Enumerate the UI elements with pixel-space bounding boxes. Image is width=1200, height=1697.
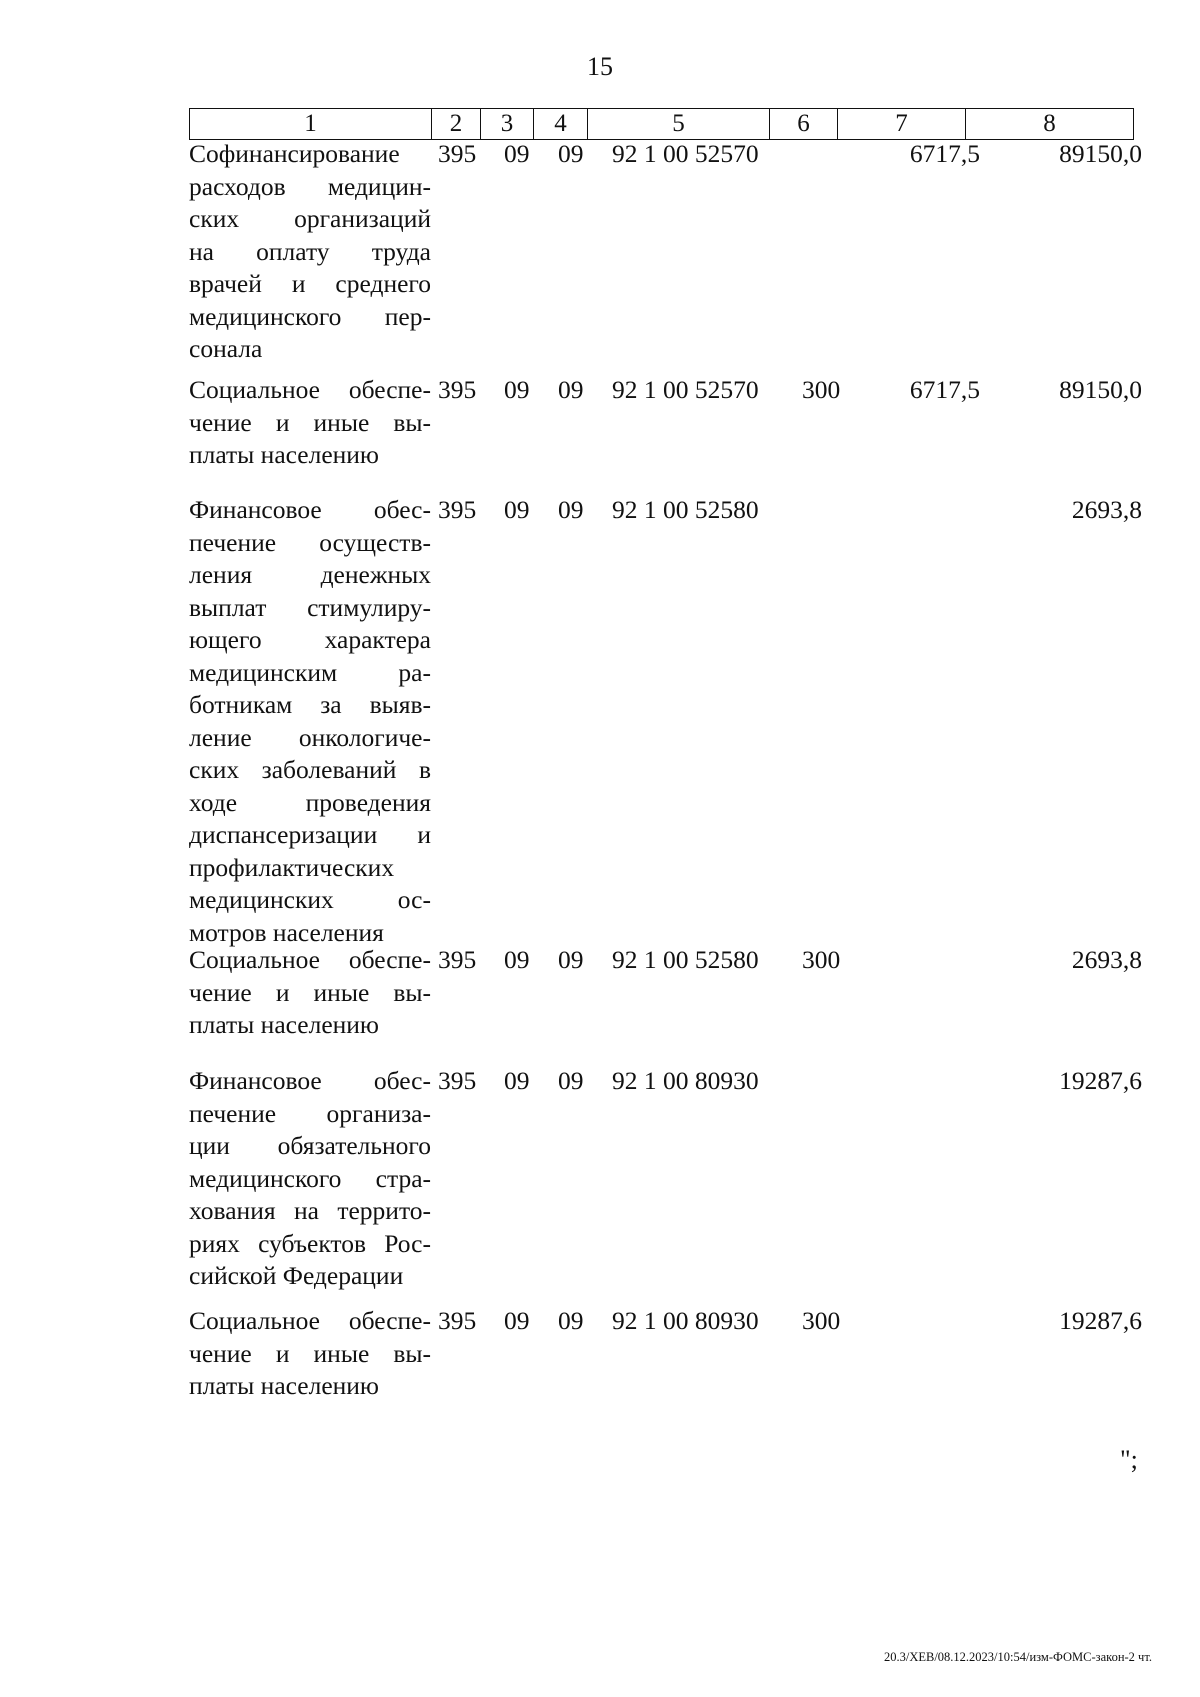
row-name-line: на оплату труда bbox=[189, 236, 431, 266]
row-name-line: Финансовое обес- bbox=[189, 1066, 431, 1095]
document-footer-reference: 20.3/ХЕВ/08.12.2023/10:54/изм-ФОМС-закон-2 чт. bbox=[883, 1650, 1152, 1664]
row-cell-col-4: 09 bbox=[558, 945, 584, 974]
row-cell-col-8: 89150,0 bbox=[1059, 375, 1142, 404]
row-cell-col-8: 19287,6 bbox=[1059, 1306, 1142, 1335]
row-name-line: сийской Федерации bbox=[189, 1261, 404, 1290]
row-name-cell bbox=[189, 494, 431, 949]
row-cell-col-2: 395 bbox=[438, 495, 477, 524]
row-name-cell bbox=[189, 138, 431, 366]
row-name-cell bbox=[189, 1065, 431, 1293]
row-name-line: Софинансирование bbox=[189, 139, 400, 168]
row-name-line: Финансовое обес- bbox=[189, 495, 431, 524]
row-cell-col-3: 09 bbox=[504, 139, 530, 168]
row-name-line: ции обязательного bbox=[189, 1131, 431, 1160]
row-cell-col-2: 395 bbox=[438, 1066, 477, 1095]
row-cell-col-4: 09 bbox=[558, 375, 584, 404]
row-cell-col-4: 09 bbox=[558, 1066, 584, 1095]
row-name-line: медицинского стра- bbox=[189, 1163, 431, 1193]
row-name-cell bbox=[189, 374, 431, 472]
row-name-cell bbox=[189, 944, 431, 1042]
row-cell-col-3: 09 bbox=[504, 1066, 530, 1095]
row-cell-col-6: 300 bbox=[802, 375, 841, 404]
row-cell-col-4: 09 bbox=[558, 139, 584, 168]
row-cell-col-6: 300 bbox=[802, 945, 841, 974]
column-header-1: 1 bbox=[190, 109, 432, 140]
row-name-line: чение и иные вы- bbox=[189, 977, 431, 1007]
row-cell-col-3: 09 bbox=[504, 1306, 530, 1335]
row-name-line: печение организа- bbox=[189, 1098, 431, 1128]
row-name-line: чение и иные вы- bbox=[189, 407, 431, 437]
row-name-line: диспансеризации и bbox=[189, 820, 431, 849]
column-header-2: 2 bbox=[432, 109, 481, 140]
row-name-line: ботникам за выяв- bbox=[189, 690, 431, 719]
row-name-line: ющего характера bbox=[189, 625, 431, 654]
row-cell-col-8: 2693,8 bbox=[1071, 945, 1142, 974]
row-cell-col-5: 92 1 00 80930 bbox=[612, 1306, 759, 1335]
row-name-line: сонала bbox=[189, 334, 263, 363]
row-name-line: Социальное обеспе- bbox=[189, 1306, 431, 1335]
row-name-line: ских заболеваний в bbox=[189, 755, 431, 784]
row-cell-col-3: 09 bbox=[504, 375, 530, 404]
row-name-line: врачей и среднего bbox=[189, 269, 431, 298]
row-name-line: медицинских ос- bbox=[189, 885, 431, 914]
column-header-5: 5 bbox=[588, 109, 770, 140]
row-cell-col-5: 92 1 00 52570 bbox=[612, 139, 759, 168]
row-cell-col-3: 09 bbox=[504, 945, 530, 974]
row-name-line: ление онкологиче- bbox=[189, 722, 431, 752]
row-cell-col-3: 09 bbox=[504, 495, 530, 524]
row-name-line: платы населению bbox=[189, 440, 379, 469]
column-header-3: 3 bbox=[481, 109, 534, 140]
row-cell-col-8: 2693,8 bbox=[1071, 495, 1142, 524]
row-name-cell bbox=[189, 1305, 431, 1403]
row-name-line: хования на террито- bbox=[189, 1196, 431, 1225]
page-number: 15 bbox=[587, 52, 613, 81]
row-cell-col-2: 395 bbox=[438, 1306, 477, 1335]
row-cell-col-5: 92 1 00 80930 bbox=[612, 1066, 759, 1095]
column-header-8: 8 bbox=[966, 109, 1134, 140]
row-cell-col-7: 6717,5 bbox=[909, 375, 980, 404]
row-cell-col-4: 09 bbox=[558, 495, 584, 524]
row-name-line: платы населению bbox=[189, 1371, 379, 1400]
row-name-line: печение осуществ- bbox=[189, 527, 431, 557]
column-header-6: 6 bbox=[770, 109, 838, 140]
row-cell-col-2: 395 bbox=[438, 375, 477, 404]
row-name-line: профилактических bbox=[189, 852, 395, 882]
row-name-line: ления денежных bbox=[189, 560, 431, 589]
row-name-line: ских организаций bbox=[189, 204, 431, 233]
row-name-line: мотров населения bbox=[189, 917, 384, 947]
column-header-row bbox=[190, 109, 1134, 140]
row-name-line: медицинского пер- bbox=[189, 301, 431, 331]
row-name-line: медицинским ра- bbox=[189, 657, 431, 687]
row-cell-col-5: 92 1 00 52580 bbox=[612, 945, 759, 974]
row-cell-col-2: 395 bbox=[438, 945, 477, 974]
row-name-line: чение и иные вы- bbox=[189, 1338, 431, 1368]
row-name-line: выплат стимулиру- bbox=[189, 592, 431, 622]
row-cell-col-5: 92 1 00 52570 bbox=[612, 375, 759, 404]
row-name-line: риях субъектов Рос- bbox=[189, 1228, 431, 1258]
column-header-4: 4 bbox=[534, 109, 588, 140]
row-cell-col-8: 19287,6 bbox=[1059, 1066, 1142, 1095]
closing-quote-mark: "; bbox=[1120, 1445, 1138, 1474]
row-name-line: платы населению bbox=[189, 1010, 379, 1039]
row-cell-col-6: 300 bbox=[802, 1306, 841, 1335]
row-name-line: расходов медицин- bbox=[189, 171, 431, 201]
row-name-line: Социальное обеспе- bbox=[189, 945, 431, 974]
column-header-table bbox=[189, 108, 1134, 140]
row-cell-col-2: 395 bbox=[438, 139, 477, 168]
column-header-7: 7 bbox=[838, 109, 966, 140]
row-name-line: ходе проведения bbox=[189, 787, 431, 817]
row-cell-col-5: 92 1 00 52580 bbox=[612, 495, 759, 524]
row-cell-col-4: 09 bbox=[558, 1306, 584, 1335]
row-cell-col-7: 6717,5 bbox=[909, 139, 980, 168]
row-cell-col-8: 89150,0 bbox=[1059, 139, 1142, 168]
row-name-line: Социальное обеспе- bbox=[189, 375, 431, 404]
